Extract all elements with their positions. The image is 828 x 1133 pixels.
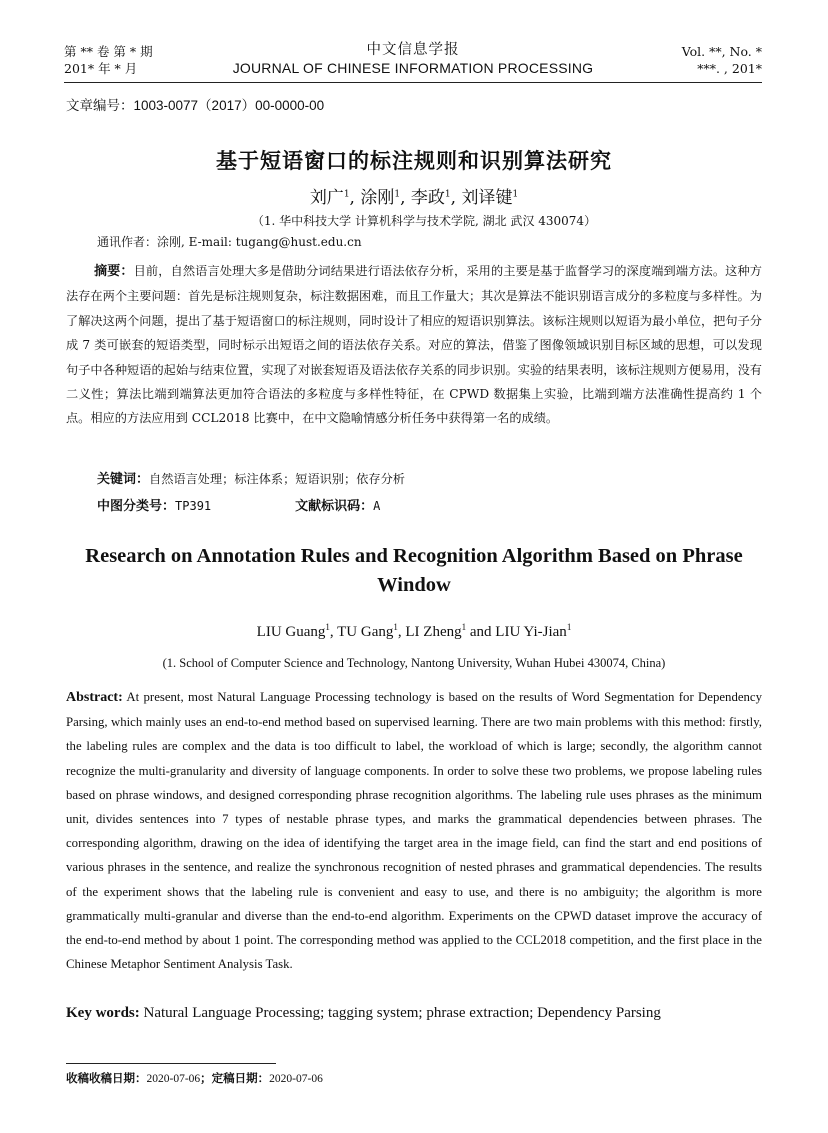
footnote-dates (66, 1070, 323, 1086)
running-header (64, 40, 762, 83)
journal-name-en: JOURNAL OF CHINESE INFORMATION PROCESSING (232, 60, 594, 76)
final-label: 定稿日期： (211, 1071, 270, 1085)
author-separator: and (466, 624, 496, 640)
issue-volume: 第 ** 卷 第 * 期 (64, 44, 153, 59)
abstract-en (66, 685, 762, 976)
received-label: 收稿收稿日期： (66, 1071, 147, 1085)
author-separator: , (329, 624, 338, 640)
author-separator: , (400, 188, 406, 208)
author-name: 涂刚 (360, 188, 395, 208)
classification-line (97, 495, 380, 514)
clc-code: TP391 (175, 499, 212, 513)
abstract-label-cn: 摘要： (94, 264, 134, 279)
author-name: 刘广 (309, 188, 344, 208)
footnote-rule (66, 1063, 276, 1064)
affiliation-cn: （1. 华中科技大学 计算机科学与技术学院, 湖北 武汉 430074） (251, 214, 597, 228)
received-date: 2020-07-06 (146, 1073, 201, 1085)
author-name: 李政 (410, 188, 445, 208)
keywords-text-en: Natural Language Processing; tagging system; phrase extraction; Dependency Parsing (143, 1005, 661, 1021)
author-separator: , (397, 624, 406, 640)
volume-date: ***. , 201* (697, 61, 762, 76)
author-separator: , (349, 188, 355, 208)
keywords-en (66, 1005, 762, 1022)
keywords-cn (97, 468, 405, 487)
keywords-label-cn: 关键词： (97, 472, 150, 487)
journal-name (64, 41, 762, 77)
final-date: 2020-07-06 (269, 1073, 323, 1085)
author-name: LIU Guang (256, 624, 326, 640)
article-number: 文章编号：1003-0077（2017）00-0000-00 (66, 98, 325, 113)
author-affil-mark: 1 (566, 622, 572, 632)
clc-label: 中图分类号： (97, 499, 176, 514)
author-name: LIU Yi-Jian (495, 624, 567, 640)
abstract-text-cn: 目前，自然语言处理大多是借助分词结果进行语法依存分析，采用的主要是基于监督学习的深度端到端方法。这种方法存在两个主要问题：首先是标注规则复杂，标注数据困难，而且工作量大；其次是算法不能识别语言成分的多粒度与多样性。为了解决这两个问题，提出了基于短语窗口的标注规则，同时设计了相应的短语识别算法。该标注规则以短语为最小单位，把句子分成 7 类可嵌套的短语类型，同时标示出短语之间的语法依存关系。对应的算法，借鉴了图像领域识别目标区域的思想，可以发现句子中各种短语的起始与结束位置，实现了对嵌套短语及语法依存关系的同步识别。实验的结果表明，该标注规则方便易用，没有二义性；算法比端到端算法更加符合语法的多粒度与多样性特征，在 CPWD 数据集上实验，比端到端方法准确性提高约 1 个点。相应的方法应用到 CCL2018 比赛中，在中文隐喻情感分析任务中获得第一名的成绩。 (66, 264, 762, 426)
volume-number: Vol. **, No. * (681, 44, 762, 59)
abstract-label-en: Abstract: (66, 690, 123, 705)
paper-title-en: Research on Annotation Rules and Recognition Algorithm Based on Phrase Window (85, 545, 743, 596)
keywords-label-en: Key words: (66, 1005, 140, 1021)
author-list-cn (0, 183, 828, 208)
author-affil-mark: 1 (444, 189, 451, 200)
author-affil-mark: 1 (393, 622, 398, 632)
author-affil-mark: 1 (325, 622, 330, 632)
author-affil-mark: 1 (394, 189, 401, 200)
affiliation-en: (1. School of Computer Science and Technology, Nantong University, Wuhan Hubei 430074, China) (162, 656, 666, 670)
author-name: 刘译键 (461, 188, 513, 208)
abstract-text-en: At present, most Natural Language Processing technology is based on the results of Word Segmentation for Dependency Parsing, which mainly uses an end-to-end method based on supervised learning. There are two main problems with this method: firstly, the labeling rules are complex and the data is too difficult to label, the workload of which is large; secondly, the algorithm cannot recognize the multi-granularity and diversity of language components. In order to solve these two problems, we propose labeling rules based on phrase windows, and designed corresponding phrase recognition algorithms. The labeling rule uses phrases as the minimum unit, divides sentences into 7 types of nestable phrase types, and marks the grammatical dependencies between phrases. The corresponding algorithm, drawing on the idea of identifying the target area in the image field, can find the start and end positions of various phrases in the sentence, and realize the synchronous recognition of nested phrases and grammatical dependencies. The results of the experiment shows that the labeling rule is convenient and easy to use, and there is no ambiguity; the algorithm is more grammatically multi-granular and diverse than the end-to-end algorithm. Experiments on the CPWD dataset improve the accuracy of the end-to-end method by about 1 point. The corresponding method was applied to the CCL2018 competition, and the first place in the Chinese Metaphor Sentiment Analysis Task. (66, 690, 762, 972)
corresponding-author: 通讯作者：涂刚, E-mail: tugang@hust.edu.cn (97, 235, 362, 249)
author-name: LI Zheng (405, 624, 462, 640)
issue-date: 201* 年 * 月 (64, 61, 138, 76)
doc-code-label: 文献标识码： (295, 499, 374, 514)
paper-title-cn: 基于短语窗口的标注规则和识别算法研究 (216, 149, 612, 173)
keywords-text-cn: 自然语言处理；标注体系；短语识别；依存分析 (149, 472, 405, 486)
author-affil-mark: 1 (461, 622, 467, 632)
author-name: TU Gang (337, 624, 394, 640)
author-separator: , (450, 188, 457, 208)
author-affil-mark: 1 (512, 189, 519, 200)
volume-info (682, 43, 762, 77)
doc-code: A (373, 499, 381, 513)
journal-name-cn: 中文信息学报 (366, 42, 460, 58)
date-separator: ； (200, 1071, 212, 1085)
author-affil-mark: 1 (343, 189, 350, 200)
abstract-cn (66, 259, 762, 431)
author-list-en (0, 622, 828, 641)
